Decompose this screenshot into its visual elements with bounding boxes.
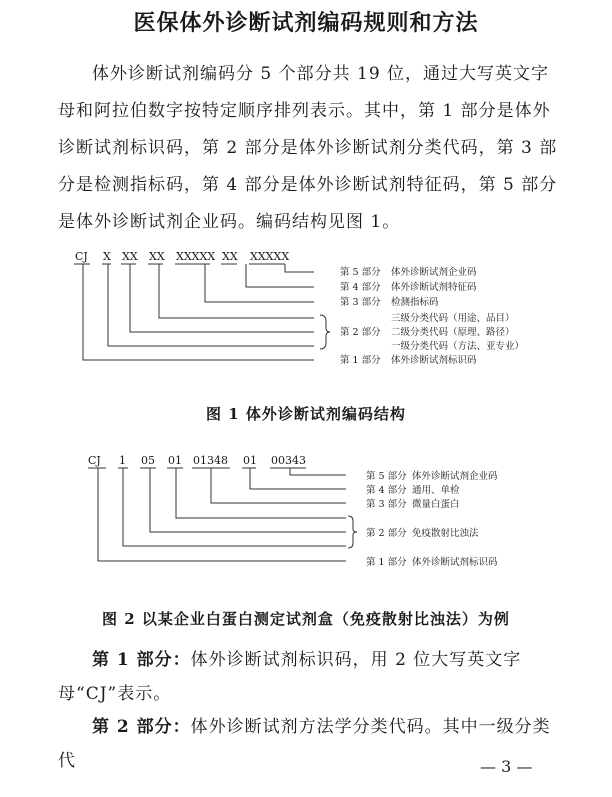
fig1-label-part2: 第 2 部分 (340, 327, 381, 338)
fig1-code-1: X (103, 250, 111, 263)
fig1-label-desc5: 体外诊断试剂企业码 (391, 267, 477, 278)
fig1-label-desc3: 检测指标码 (391, 297, 439, 308)
fig2-label-desc3: 微量白蛋白 (412, 499, 460, 510)
fig1-label-part5: 第 5 部分 (340, 267, 381, 278)
fig2-code-2: 05 (141, 454, 155, 467)
fig1-code-4: XXXXX (176, 250, 216, 263)
fig1-label-desc2c: 三级分类代码（用途、品目） (391, 313, 515, 324)
section1-label: 第 1 部分： (92, 650, 191, 670)
fig2-label-desc4: 通用、单检 (412, 485, 460, 496)
section2-label: 第 2 部分： (92, 717, 191, 737)
fig2-label-desc1: 体外诊断试剂标识码 (412, 557, 498, 568)
fig1-label-desc4: 体外诊断试剂特征码 (391, 282, 477, 293)
fig1-label-desc2a: 一级分类代码（方法、亚专业） (391, 341, 525, 352)
fig2-label-part5: 第 5 部分 (366, 471, 407, 482)
fig1-label-part3: 第 3 部分 (340, 297, 381, 308)
fig1-code-5: XX (222, 250, 238, 263)
fig1-label-part4: 第 4 部分 (340, 282, 381, 293)
figure2-caption: 图 2 以某企业白蛋白测定试剂盒（免疫散射比浊法）为例 (102, 610, 510, 628)
fig2-label-desc2: 免疫散射比浊法 (412, 528, 479, 539)
fig2-label-part1: 第 1 部分 (366, 557, 407, 568)
fig2-label-part4: 第 4 部分 (366, 485, 407, 496)
fig1-code-cj: CJ (75, 250, 88, 263)
section1-paragraph (58, 643, 558, 711)
section1-text: 体外诊断试剂标识码，用 2 位大写英文字母“CJ”表示。 (58, 650, 522, 704)
fig1-code-3: XX (149, 250, 165, 263)
figure1-diagram (0, 240, 612, 380)
fig2-code-1: 1 (119, 454, 126, 467)
fig2-code-4: 01348 (193, 454, 228, 467)
page-number: — 3 — (480, 757, 533, 776)
fig2-code-6: 00343 (271, 454, 306, 467)
fig1-code-6: XXXXX (250, 250, 290, 263)
section2-text: 体外诊断试剂方法学分类代码。其中一级分类代 (58, 717, 551, 771)
figure2-diagram (0, 448, 612, 578)
intro-text: 体外诊断试剂编码分 5 个部分共 19 位，通过大写英文字母和阿拉伯数字按特定顺序排列表示。其中，第 1 部分是体外诊断试剂标识码，第 2 部分是体外诊断试剂分类代码，第 3 部分是检测指标码，第 4 部分是体外诊断试剂特征码，第 5 部分是体外诊断试剂企业码。编码结构见图 1。 (58, 64, 558, 232)
page-title: 医保体外诊断试剂编码规则和方法 (133, 10, 479, 36)
fig2-label-part3: 第 3 部分 (366, 499, 407, 510)
fig1-label-part1: 第 1 部分 (340, 355, 381, 366)
fig2-label-desc5: 体外诊断试剂企业码 (412, 471, 498, 482)
fig2-label-part2: 第 2 部分 (366, 528, 407, 539)
intro-paragraph (58, 56, 558, 241)
fig1-label-desc2b: 二级分类代码（原理、路径） (391, 327, 515, 338)
fig2-code-5: 01 (243, 454, 257, 467)
fig2-code-cj: CJ (88, 454, 101, 467)
fig2-code-3: 01 (168, 454, 182, 467)
fig1-label-desc1: 体外诊断试剂标识码 (391, 355, 477, 366)
fig1-code-2: XX (122, 250, 138, 263)
figure1-caption: 图 1 体外诊断试剂编码结构 (206, 405, 406, 423)
